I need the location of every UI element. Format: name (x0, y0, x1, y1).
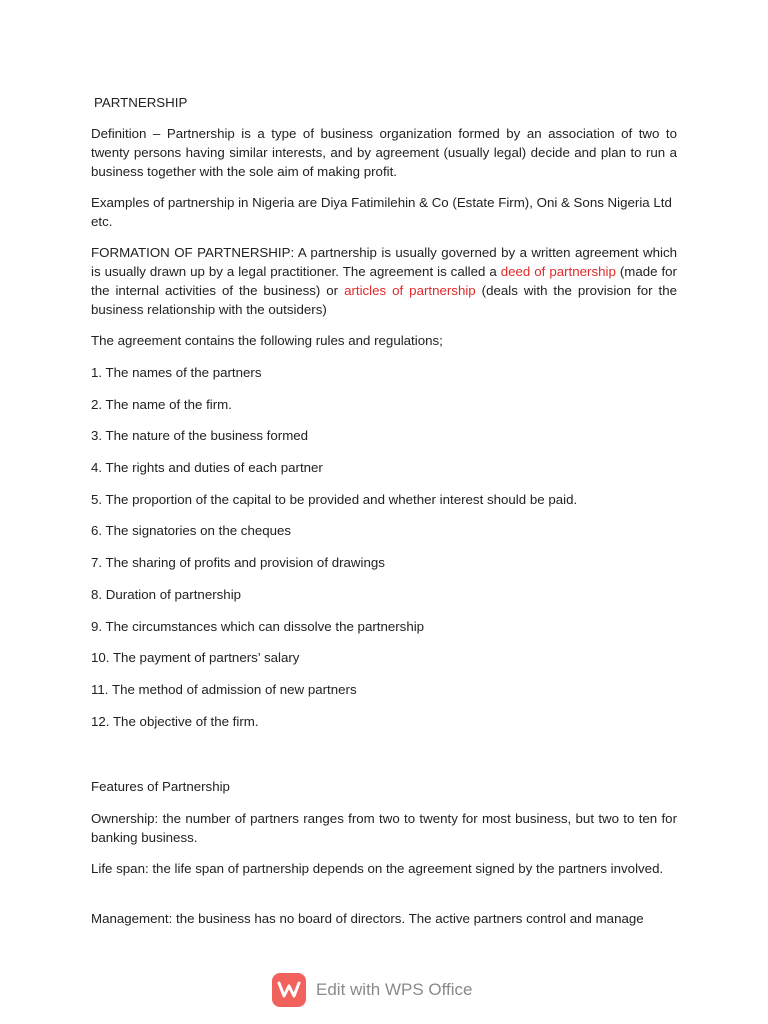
formation-text-2: (made for the internal activities of the business) or (91, 264, 677, 298)
list-item: 9. The circumstances which can dissolve the partnership (91, 619, 425, 634)
list-item: 3. The nature of the business formed (91, 428, 309, 443)
edit-with-wps-button[interactable] (272, 973, 473, 1007)
list-item: 8. Duration of partnership (91, 587, 242, 602)
list-item: 5. The proportion of the capital to be provided and whether interest should be paid. (91, 492, 578, 507)
agreement-intro: The agreement contains the following rules and regulations; (91, 333, 443, 348)
lifespan-text: the life span of partnership depends on the agreement signed by the partners involved. (148, 861, 664, 876)
list-item: 11. The method of admission of new partners (91, 682, 357, 697)
definition-text: – Partnership is a type of business organization formed by an association of two to twenty persons having similar interests, and by agreement (usually legal) decide and plan to run a business together with the sole aim of making profit. (91, 126, 677, 179)
articles-of-partnership-link[interactable]: articles of partnership (344, 283, 476, 298)
formation-text-3: (deals with the provision for the business relationship with the outsiders) (91, 283, 677, 317)
list-item: 1. The names of the partners (91, 365, 262, 380)
list-item: 4. The rights and duties of each partner (91, 460, 323, 475)
formation-text-1: A partnership is usually governed by a written agreement which is usually drawn up by a legal practitioner. The agreement is called a (91, 245, 677, 279)
wps-logo-icon (272, 973, 306, 1007)
list-item: 2. The name of the firm. (91, 397, 232, 412)
lifespan-paragraph (91, 859, 677, 878)
definition-paragraph (91, 124, 677, 181)
document-title: PARTNERSHIP (94, 95, 188, 110)
definition-label: Definition (91, 126, 147, 141)
features-heading: Features of Partnership (91, 779, 230, 794)
deed-of-partnership-link[interactable]: deed of partnership (500, 264, 616, 279)
ownership-paragraph (91, 809, 677, 847)
formation-paragraph (91, 243, 677, 319)
management-text: the business has no board of directors. The active partners control and manage (172, 911, 644, 926)
ownership-text: the number of partners ranges from two to twenty for most business, but two to ten for banking business. (91, 811, 677, 845)
list-item: 6. The signatories on the cheques (91, 523, 292, 538)
examples-paragraph: Examples of partnership in Nigeria are Diya Fatimilehin & Co (Estate Firm), Oni & Sons Nigeria Ltd etc. (91, 195, 672, 229)
management-label: Management: (91, 911, 173, 926)
wps-label: Edit with WPS Office (316, 980, 473, 999)
list-item: 7. The sharing of profits and provision of drawings (91, 555, 385, 570)
list-item: 10. The payment of partners’ salary (91, 650, 300, 665)
lifespan-label: Life span: (91, 861, 149, 876)
list-item: 12. The objective of the firm. (91, 714, 259, 729)
ownership-label: Ownership: (91, 811, 159, 826)
formation-label: FORMATION OF PARTNERSHIP: (91, 245, 295, 260)
management-paragraph (91, 909, 677, 928)
